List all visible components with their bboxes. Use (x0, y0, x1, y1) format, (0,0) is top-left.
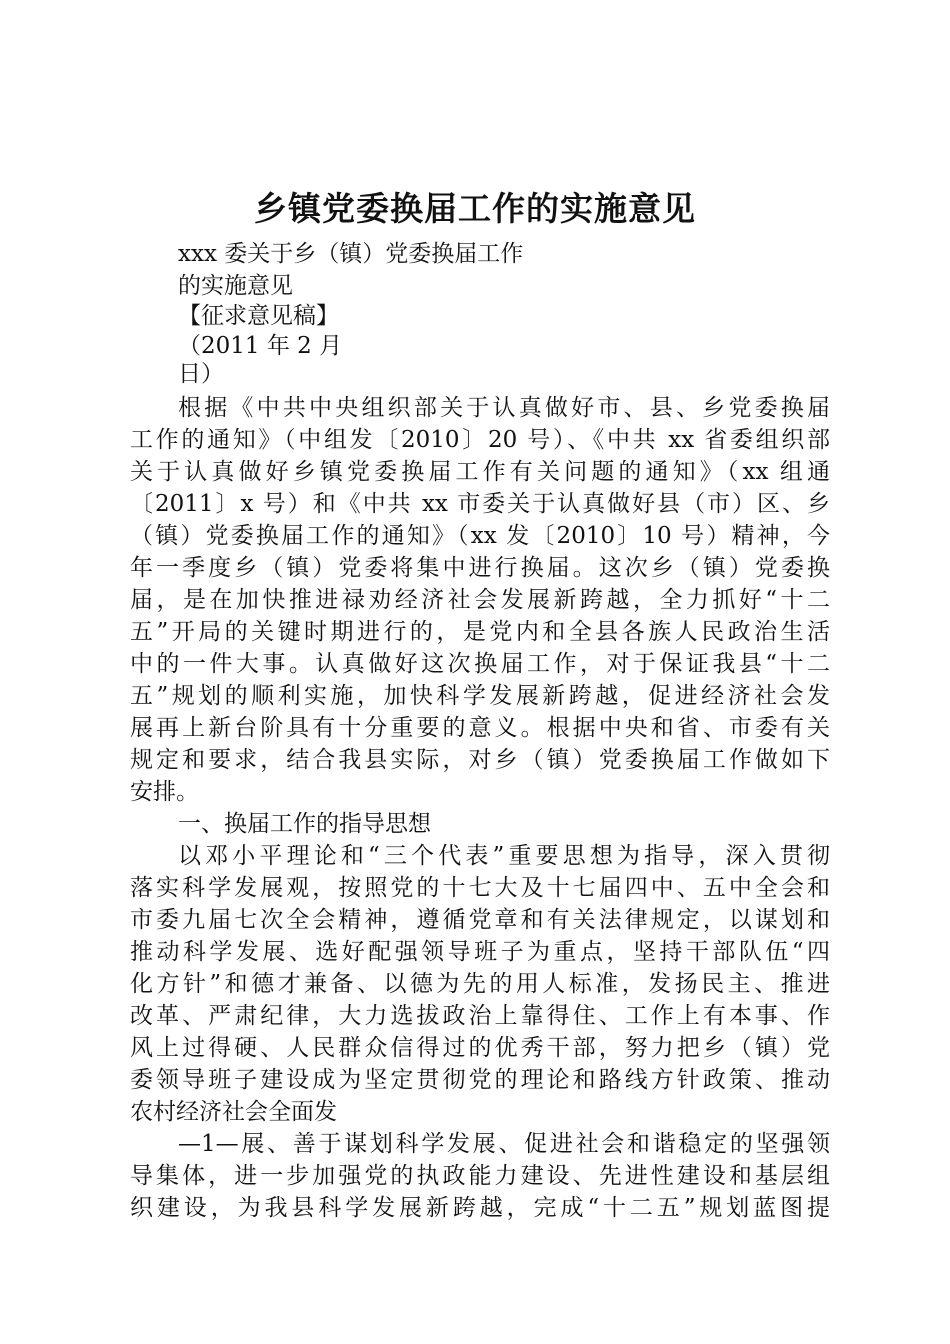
paragraph-line: 年一季度乡（镇）党委将集中进行换届。这次乡（镇）党委换 (130, 555, 830, 581)
paragraph-line: 化方针”和德才兼备、以德为先的用人标准，发扬民主、推进 (130, 971, 830, 997)
paragraph-line: —1—展、善于谋划科学发展、促进社会和谐稳定的坚强领 (178, 1131, 830, 1157)
header-line: xxx 委关于乡（镇）党委换届工作 (178, 241, 524, 267)
paragraph-line: 导集体，进一步加强党的执政能力建设、先进性建设和基层组 (130, 1163, 830, 1189)
paragraph-line: 〔2011〕x 号）和《中共 xx 市委关于认真做好县（市）区、乡 (130, 491, 830, 517)
paragraph-line: 规定和要求，结合我县实际，对乡（镇）党委换届工作做如下 (130, 747, 830, 773)
paragraph-line: 推动科学发展、选好配强领导班子为重点，坚持干部队伍“四 (130, 939, 830, 965)
draft-label: 【征求意见稿】 (178, 303, 339, 329)
paragraph-line: 五”开局的关键时期进行的，是党内和全县各族人民政治生活 (130, 619, 830, 645)
paragraph-line: 安排。 (130, 779, 199, 805)
header-line: 的实施意见 (178, 273, 293, 299)
paragraph-line: 风上过得硬、人民群众信得过的优秀干部，努力把乡（镇）党 (130, 1035, 830, 1061)
paragraph-line: 展再上新台阶具有十分重要的意义。根据中央和省、市委有关 (130, 715, 830, 741)
paragraph-line: 届，是在加快推进禄劝经济社会发展新跨越，全力抓好“十二 (130, 587, 830, 613)
paragraph-line: 以邓小平理论和“三个代表”重要思想为指导，深入贯彻 (178, 843, 830, 869)
paragraph-line: 改革、严肃纪律，大力选拔政治上靠得住、工作上有本事、作 (130, 1003, 830, 1029)
paragraph-line: 工作的通知》（中组发〔2010〕20 号）、《中共 xx 省委组织部 (130, 427, 830, 453)
paragraph-line: 织建设，为我县科学发展新跨越，完成“十二五”规划蓝图提 (130, 1195, 830, 1221)
paragraph-line: 中的一件大事。认真做好这次换届工作，对于保证我县“十二 (130, 651, 830, 677)
paragraph-line: 落实科学发展观，按照党的十七大及十七届四中、五中全会和 (130, 875, 830, 901)
paragraph-line: 市委九届七次全会精神，遵循党章和有关法律规定，以谋划和 (130, 907, 830, 933)
paragraph-line: 关于认真做好乡镇党委换届工作有关问题的通知》（xx 组通 (130, 459, 830, 485)
section-heading: 一、换届工作的指导思想 (178, 811, 431, 837)
date-line: （2011 年 2 月 (178, 333, 343, 359)
paragraph-line: 五”规划的顺利实施，加快科学发展新跨越，促进经济社会发 (130, 683, 830, 709)
paragraph-line: 委领导班子建设成为坚定贯彻党的理论和路线方针政策、推动 (130, 1067, 830, 1093)
date-line: 日） (178, 361, 224, 387)
document-title: 乡镇党委换届工作的实施意见 (254, 189, 696, 228)
paragraph-line: （镇）党委换届工作的通知》（xx 发〔2010〕10 号）精神，今 (130, 523, 830, 549)
paragraph-line: 农村经济社会全面发 (130, 1099, 337, 1125)
paragraph-line: 根据《中共中央组织部关于认真做好市、县、乡党委换届 (178, 395, 830, 421)
